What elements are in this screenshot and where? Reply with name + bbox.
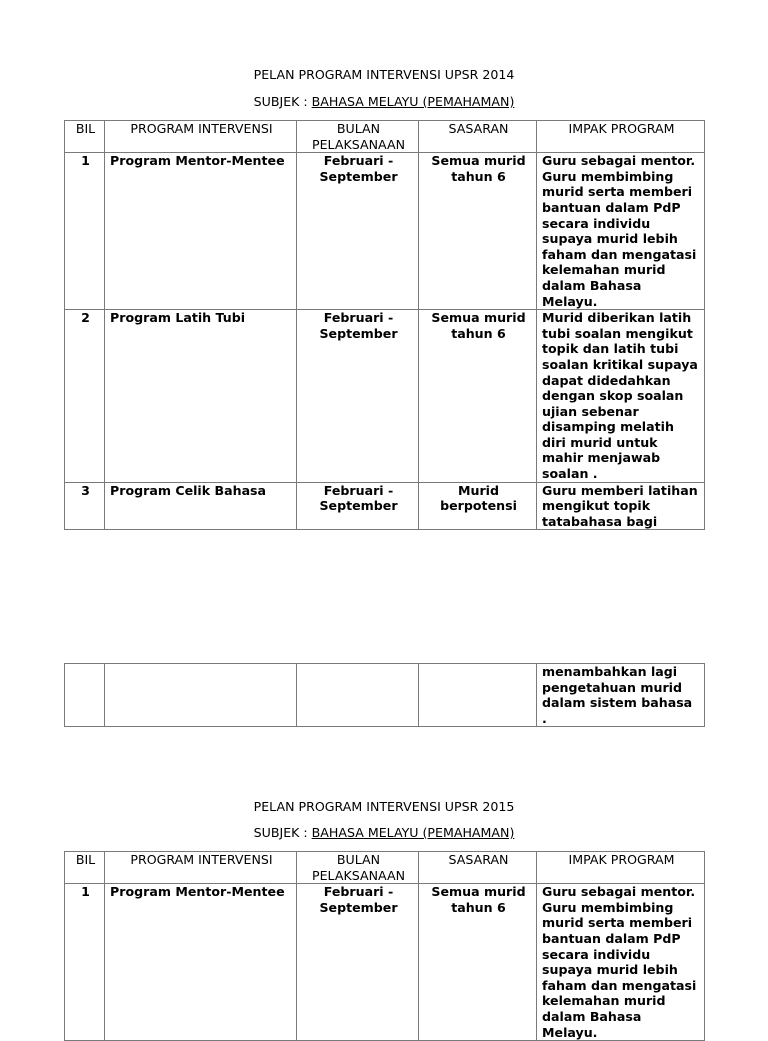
row-bil: 1: [65, 153, 105, 310]
row-bil: 1: [65, 884, 105, 1041]
table-header-row: [65, 121, 705, 153]
header-impak: IMPAK PROGRAM: [537, 121, 705, 153]
row-sasaran: [419, 664, 537, 727]
row-bil: 3: [65, 482, 105, 530]
row-program: Program Mentor-Mentee: [105, 884, 297, 1041]
header-bil: BIL: [65, 121, 105, 153]
subjek-value: BAHASA MELAYU (PEMAHAMAN): [311, 825, 515, 840]
row-bil: 2: [65, 310, 105, 483]
table-row: [65, 664, 705, 727]
header-program: PROGRAM INTERVENSI: [105, 121, 297, 153]
row-bil: [65, 664, 105, 727]
intervention-table-2015: [64, 851, 705, 1041]
row-sasaran: Murid berpotensi: [419, 482, 537, 530]
plan-2015-subjek: [0, 825, 768, 841]
plan-2014-title: PELAN PROGRAM INTERVENSI UPSR 2014: [253, 67, 515, 82]
row-sasaran: Semua murid tahun 6: [419, 884, 537, 1041]
header-impak: IMPAK PROGRAM: [537, 852, 705, 884]
intervention-table-2014: [64, 120, 705, 530]
header-sasaran: SASARAN: [419, 852, 537, 884]
row-impak: menambahkan lagi pengetahuan murid dalam sistem bahasa .: [537, 664, 705, 727]
row-impak: Murid diberikan latih tubi soalan mengikut topik dan latih tubi soalan kritikal supaya dapat didedahkan dengan skop soalan ujian sebenar disamping melatih diri murid untuk mahir menjawab soalan .: [537, 310, 705, 483]
header-bil: BIL: [65, 852, 105, 884]
table-row: [65, 153, 705, 310]
subjek-value: BAHASA MELAYU (PEMAHAMAN): [311, 94, 515, 109]
row-sasaran: Semua murid tahun 6: [419, 310, 537, 483]
row-bulan: Februari - September: [297, 153, 419, 310]
header-program: PROGRAM INTERVENSI: [105, 852, 297, 884]
subjek-label: SUBJEK :: [253, 825, 312, 840]
table-row: [65, 310, 705, 483]
row-bulan: Februari - September: [297, 884, 419, 1041]
intervention-table-2014-continued: [64, 663, 705, 727]
subjek-label: SUBJEK :: [253, 94, 312, 109]
header-bulan: BULAN PELAKSANAAN: [297, 121, 419, 153]
row-bulan: [297, 664, 419, 727]
row-program: Program Celik Bahasa: [105, 482, 297, 530]
plan-2015-title: PELAN PROGRAM INTERVENSI UPSR 2015: [253, 799, 515, 814]
row-bulan: Februari - September: [297, 310, 419, 483]
row-impak: Guru memberi latihan mengikut topik tatabahasa bagi: [537, 482, 705, 530]
row-program: [105, 664, 297, 727]
row-program: Program Mentor-Mentee: [105, 153, 297, 310]
row-impak: Guru sebagai mentor. Guru membimbing murid serta memberi bantuan dalam PdP secara individu supaya murid lebih faham dan mengatasi kelemahan murid dalam Bahasa Melayu.: [537, 153, 705, 310]
plan-2014-subjek: [0, 94, 768, 110]
row-bulan: Februari - September: [297, 482, 419, 530]
table-row: [65, 482, 705, 530]
header-sasaran: SASARAN: [419, 121, 537, 153]
row-program: Program Latih Tubi: [105, 310, 297, 483]
table-row: [65, 884, 705, 1041]
row-impak: Guru sebagai mentor. Guru membimbing murid serta memberi bantuan dalam PdP secara individu supaya murid lebih faham dan mengatasi kelemahan murid dalam Bahasa Melayu.: [537, 884, 705, 1041]
table-header-row: [65, 852, 705, 884]
row-sasaran: Semua murid tahun 6: [419, 153, 537, 310]
header-bulan: BULAN PELAKSANAAN: [297, 852, 419, 884]
